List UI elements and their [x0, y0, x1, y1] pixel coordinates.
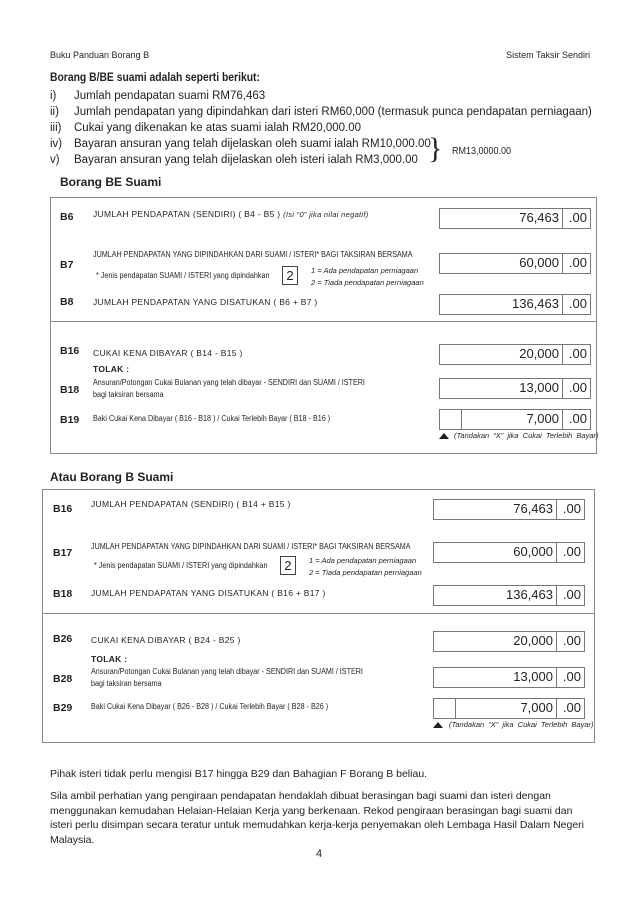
field-note: (Isi “0” jika nilai negatif): [283, 210, 369, 219]
amount-field[interactable]: [439, 409, 591, 430]
amount-value: 20,000: [513, 633, 553, 648]
amount-field[interactable]: [433, 631, 585, 652]
amount-value: 76,463: [519, 210, 559, 225]
list-num: v): [50, 154, 60, 166]
note-paragraph: Sila ambil perhatian yang pengiraan pendapatan hendaklah dibuat berasingan bagi suami dan isteri dengan menggunakan kemudahan Helaian-Helaian Kerja yang berkenaan. Rekod pengiraan berasingan bagi suami dan isteri perlu disimpan secara teratur untuk memudahkan kerja-kerja penyemakan oleh Lembaga Hasil Dalam Negeri Malaysia.: [50, 790, 585, 846]
amount-value: 60,000: [519, 255, 559, 270]
list-num: iii): [50, 122, 62, 134]
list-num: iv): [50, 138, 63, 150]
amount-cents: .00: [568, 411, 587, 426]
overpaid-note: (Tandakan “X” jika Cukai Terlebih Bayar): [454, 431, 599, 440]
amount-value: 136,463: [512, 296, 559, 311]
list-text: Jumlah pendapatan suami RM76,463: [74, 90, 266, 102]
form-panel-be: [50, 197, 597, 454]
amount-field[interactable]: [433, 698, 585, 719]
field-code: B29: [53, 702, 73, 714]
field-code: B19: [60, 414, 80, 426]
field-code: B18: [60, 384, 80, 396]
amount-field[interactable]: [439, 294, 591, 315]
field-code: B26: [53, 633, 73, 645]
field-label: Baki Cukai Kena Dibayar ( B16 - B18 ) / Cukai Terlebih Bayar ( B18 - B16 ): [93, 414, 331, 423]
list-num: ii): [50, 106, 59, 118]
section-title-b: Atau Borang B Suami: [50, 470, 174, 484]
field-code: B17: [53, 547, 73, 559]
field-code: B18: [53, 588, 73, 600]
section-title-be: Borang BE Suami: [60, 175, 162, 189]
list-item: [50, 106, 592, 118]
amount-value: 7,000: [526, 411, 559, 426]
amount-value: 136,463: [506, 587, 553, 602]
field-label: Baki Cukai Kena Dibayar ( B26 - B28 ) / Cukai Terlebih Bayar ( B28 - B26 ): [91, 702, 329, 711]
field-sublabel: * Jenis pendapatan SUAMI / ISTERI yang dipindahkan: [96, 271, 270, 280]
form-panel-b: [42, 489, 595, 743]
field-label: JUMLAH PENDAPATAN YANG DISATUKAN ( B6 + B7 ): [93, 297, 318, 307]
header-left: Buku Panduan Borang B: [50, 50, 150, 60]
field-label: CUKAI KENA DIBAYAR ( B14 - B15 ): [93, 348, 243, 358]
field-code: B8: [60, 296, 74, 308]
amount-value: 60,000: [513, 544, 553, 559]
amount-cents: .00: [562, 669, 581, 684]
amount-cents: .00: [562, 501, 581, 516]
intro-title: Borang B/BE suami adalah seperti berikut:: [50, 72, 260, 84]
field-label: [93, 209, 369, 219]
brace-value: RM13,0000.00: [452, 146, 512, 157]
overpaid-note: (Tandakan “X” jika Cukai Terlebih Bayar): [449, 720, 594, 729]
option-2: 2 = Tiada pendapatan perniagaan: [311, 278, 424, 287]
field-label-text: JUMLAH PENDAPATAN (SENDIRI) ( B4 - B5 ): [93, 209, 281, 219]
amount-value: 20,000: [519, 346, 559, 361]
list-item: [50, 90, 265, 102]
amount-field[interactable]: [433, 667, 585, 688]
field-sublabel: * Jenis pendapatan SUAMI / ISTERI yang dipindahkan: [94, 561, 268, 570]
amount-value: 7,000: [520, 700, 553, 715]
amount-cents: .00: [568, 296, 587, 311]
divider: [51, 321, 596, 322]
amount-value: 13,000: [519, 380, 559, 395]
list-item: [50, 138, 431, 150]
amount-cents: .00: [568, 210, 587, 225]
brace-icon: }: [428, 132, 443, 165]
list-text: Cukai yang dikenakan ke atas suami ialah RM20,000.00: [74, 122, 362, 134]
list-text: Bayaran ansuran yang telah dijelaskan oleh suami ialah RM10,000.00: [74, 138, 431, 150]
amount-field[interactable]: [433, 542, 585, 563]
tolak-label: TOLAK :: [93, 364, 130, 374]
field-code: B7: [60, 259, 74, 271]
field-code: B28: [53, 673, 73, 685]
amount-field[interactable]: [439, 208, 591, 229]
list-num: i): [50, 90, 57, 102]
income-type-input[interactable]: 2: [280, 556, 296, 575]
amount-cents: .00: [568, 380, 587, 395]
field-label: JUMLAH PENDAPATAN YANG DIPINDAHKAN DARI SUAMI / ISTERI* BAGI TAKSIRAN BERSAMA: [93, 250, 413, 259]
amount-cents: .00: [562, 633, 581, 648]
note-paragraph: Pihak isteri tidak perlu mengisi B17 hingga B29 dan Bahagian F Borang B beliau.: [50, 768, 428, 780]
amount-field[interactable]: [439, 253, 591, 274]
list-item: [50, 122, 361, 134]
amount-cents: .00: [568, 255, 587, 270]
income-type-input[interactable]: 2: [282, 266, 298, 285]
list-text: Jumlah pendapatan yang dipindahkan dari isteri RM60,000 (termasuk punca pendapatan perniagaan): [74, 106, 592, 118]
option-2: 2 = Tiada pendapatan perniagaan: [309, 568, 422, 577]
field-label: JUMLAH PENDAPATAN (SENDIRI) ( B14 + B15 ): [91, 499, 291, 509]
field-label: JUMLAH PENDAPATAN YANG DIPINDAHKAN DARI SUAMI / ISTERI* BAGI TAKSIRAN BERSAMA: [91, 542, 411, 551]
page-number: 4: [315, 848, 323, 860]
field-label: JUMLAH PENDAPATAN YANG DISATUKAN ( B16 + B17 ): [91, 588, 326, 598]
divider: [43, 613, 594, 614]
amount-value: 13,000: [513, 669, 553, 684]
tolak-label: TOLAK :: [91, 654, 128, 664]
amount-field[interactable]: [433, 585, 585, 606]
amount-field[interactable]: [439, 378, 591, 399]
option-1: 1 = Ada pendapatan perniagaan: [309, 556, 417, 565]
arrow-up-icon: [433, 722, 443, 728]
field-code: B16: [53, 503, 73, 515]
field-label: Ansuran/Potongan Cukai Bulanan yang telah dibayar - SENDIRI dan SUAMI / ISTERI bagi taksiran bersama: [91, 667, 363, 688]
field-code: B6: [60, 211, 74, 223]
field-label: CUKAI KENA DIBAYAR ( B24 - B25 ): [91, 635, 241, 645]
amount-field[interactable]: [433, 499, 585, 520]
amount-field[interactable]: [439, 344, 591, 365]
amount-cents: .00: [562, 587, 581, 602]
header-right: Sistem Taksir Sendiri: [506, 50, 590, 60]
arrow-up-icon: [439, 433, 449, 439]
amount-cents: .00: [562, 544, 581, 559]
field-label: Ansuran/Potongan Cukai Bulanan yang telah dibayar - SENDIRI dan SUAMI / ISTERI bagi taksiran bersama: [93, 378, 365, 399]
field-code: B16: [60, 345, 80, 357]
amount-value: 76,463: [513, 501, 553, 516]
amount-cents: .00: [562, 700, 581, 715]
list-item: [50, 154, 418, 166]
option-1: 1 = Ada pendapatan perniagaan: [311, 266, 419, 275]
amount-cents: .00: [568, 346, 587, 361]
list-text: Bayaran ansuran yang telah dijelaskan oleh isteri ialah RM3,000.00: [74, 154, 418, 166]
